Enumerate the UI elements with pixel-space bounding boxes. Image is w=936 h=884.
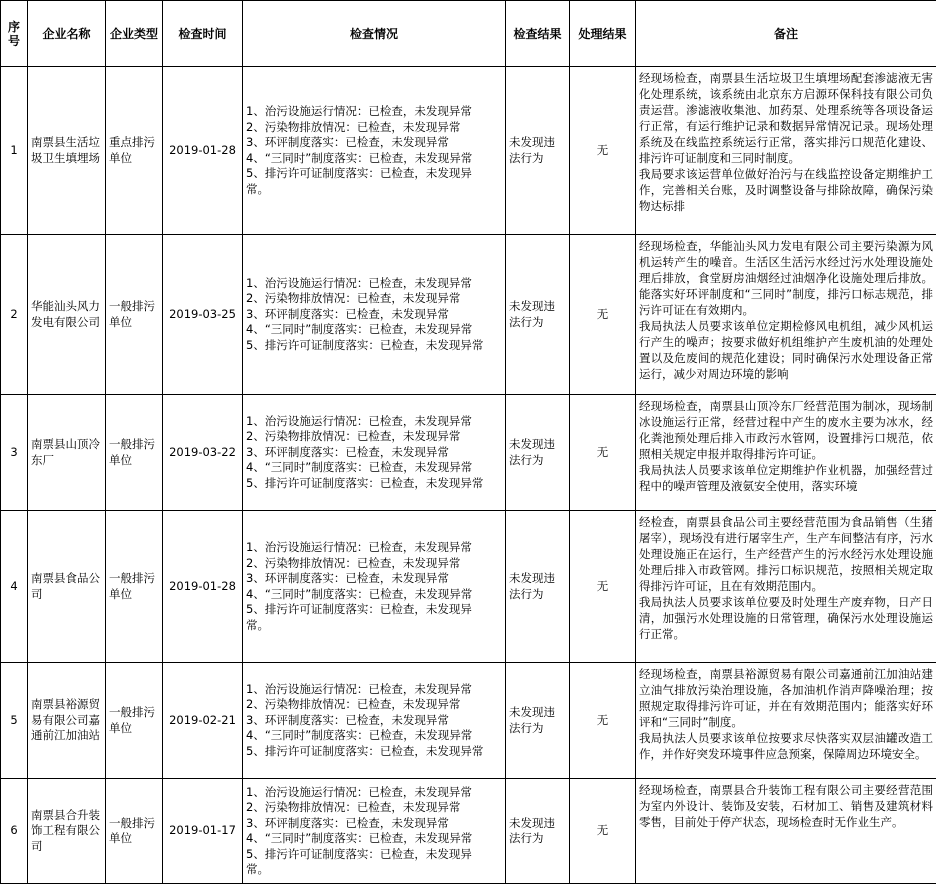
header-seq: 序号 [1, 1, 28, 67]
header-handling: 处理结果 [570, 1, 636, 67]
row-check-result: 未发现违法行为 [506, 511, 570, 663]
situation-line: 2、污染物排放情况：已检查，未发现异常 [246, 429, 502, 445]
row-check-date: 2019-03-25 [163, 235, 243, 395]
row-check-result: 未发现违法行为 [506, 67, 570, 235]
situation-line: 4、“三同时”制度落实：已检查，未发现异常 [246, 831, 502, 847]
row-company-name: 南票县生活垃圾卫生填埋场 [28, 67, 106, 235]
row-check-situation [243, 663, 506, 779]
situation-line: 1、治污设施运行情况：已检查，未发现异常 [246, 104, 502, 120]
situation-line: 3、环评制度落实：已检查，未发现异常 [246, 445, 502, 461]
situation-line: 1、治污设施运行情况：已检查，未发现异常 [246, 276, 502, 292]
situation-line: 1、治污设施运行情况：已检查，未发现异常 [246, 785, 502, 801]
remark-paragraph: 经现场检查，南票县裕源贸易有限公司嘉通前江加油站建立油气排放污染治理设施，各加油机作消声降噪治理；按照规定取得排污许可证，并在有效期范围内；能落实好环评和“三同时”制度。 [639, 666, 933, 730]
situation-line: 4、“三同时”制度落实：已检查，未发现异常 [246, 587, 502, 603]
row-company-type: 一般排污单位 [106, 235, 163, 395]
header-name: 企业名称 [28, 1, 106, 67]
remark-paragraph: 我局要求该运营单位做好治污与在线监控设备定期维护工作，完善相关台账，及时调整设备与排除故障，确保污染物达标排 [639, 166, 933, 214]
row-check-date: 2019-03-22 [163, 395, 243, 511]
row-company-type: 一般排污单位 [106, 779, 163, 884]
header-type: 企业类型 [106, 1, 163, 67]
situation-line: 5、排污许可证制度落实：已检查，未发现异 [246, 166, 502, 182]
row-check-situation [243, 67, 506, 235]
row-handling-result: 无 [570, 67, 636, 235]
row-check-result: 未发现违法行为 [506, 779, 570, 884]
row-check-date: 2019-01-17 [163, 779, 243, 884]
situation-line: 5、排污许可证制度落实：已检查，未发现异常 [246, 338, 502, 354]
row-company-name: 南票县合升装饰工程有限公司 [28, 779, 106, 884]
row-company-type: 一般排污单位 [106, 511, 163, 663]
remark-paragraph: 我局执法人员要求该单位定期维护作业机器，加强经营过程中的噪声管理及液氨安全使用，落实环境 [639, 462, 933, 494]
situation-line: 3、环评制度落实：已检查，未发现异常 [246, 135, 502, 151]
row-remark [636, 67, 936, 235]
row-check-result: 未发现违法行为 [506, 235, 570, 395]
row-handling-result: 无 [570, 235, 636, 395]
table-body [1, 67, 936, 884]
table-row [1, 663, 936, 779]
remark-paragraph: 经现场检查，华能汕头风力发电有限公司主要污染源为风机运转产生的噪音。生活区生活污水经过污水处理设施处理后排放，食堂厨房油烟经过油烟净化设施处理后排放。能落实好环评制度和“三同时”制度，排污口标志规范，排污许可证在有效期内。 [639, 238, 933, 318]
row-check-date: 2019-02-21 [163, 663, 243, 779]
situation-line: 2、污染物排放情况：已检查，未发现异常 [246, 291, 502, 307]
header-date: 检查时间 [163, 1, 243, 67]
situation-line: 5、排污许可证制度落实：已检查，未发现异常 [246, 476, 502, 492]
remark-paragraph: 经现场检查，南票县合升装饰工程有限公司主要经营范围为室内外设计、装饰及安装，石材加工、销售及建筑材料零售，目前处于停产状态，现场检查时无作业生产。 [639, 782, 933, 830]
row-seq: 6 [1, 779, 28, 884]
situation-line: 3、环评制度落实：已检查，未发现异常 [246, 571, 502, 587]
row-seq: 2 [1, 235, 28, 395]
situation-line: 3、环评制度落实：已检查，未发现异常 [246, 307, 502, 323]
row-handling-result: 无 [570, 395, 636, 511]
row-company-type: 重点排污单位 [106, 67, 163, 235]
table-row [1, 511, 936, 663]
row-company-type: 一般排污单位 [106, 395, 163, 511]
remark-paragraph: 我局执法人员要求该单位定期检修风电机组，减少风机运行产生的噪声；按要求做好机组维护产生废机油的处理处置以及危废间的规范化建设；同时确保污水处理设备正常运行，减少对周边环境的影响 [639, 318, 933, 382]
row-remark [636, 511, 936, 663]
remark-paragraph: 我局执法人员要求该单位要及时处理生产废弃物，日产日清，加强污水处理设施的日常管理，确保污水处理设施运行正常。 [639, 594, 933, 642]
row-company-name: 华能汕头风力发电有限公司 [28, 235, 106, 395]
row-check-result: 未发现违法行为 [506, 663, 570, 779]
row-check-situation [243, 395, 506, 511]
row-seq: 4 [1, 511, 28, 663]
situation-line: 5、排污许可证制度落实：已检查，未发现异 [246, 602, 502, 618]
header-row [1, 1, 936, 67]
row-company-name: 南票县食品公司 [28, 511, 106, 663]
row-remark [636, 235, 936, 395]
table-row [1, 67, 936, 235]
row-seq: 5 [1, 663, 28, 779]
row-handling-result: 无 [570, 779, 636, 884]
situation-line: 1、治污设施运行情况：已检查，未发现异常 [246, 682, 502, 698]
situation-line: 5、排污许可证制度落实：已检查，未发现异常 [246, 744, 502, 760]
situation-line: 4、“三同时”制度落实：已检查，未发现异常 [246, 151, 502, 167]
row-check-result: 未发现违法行为 [506, 395, 570, 511]
situation-line: 3、环评制度落实：已检查，未发现异常 [246, 816, 502, 832]
remark-paragraph: 经现场检查，南票县生活垃圾卫生填埋场配套渗滤液无害化处理系统，该系统由北京东方启源环保科技有限公司负责运营。渗滤液收集池、加药泵、处理系统等各项设备运行正常，有运行维护记录和数据异常情况记录。现场处理系统及在线监控系统运行正常，落实排污口规范化建设、排污许可证制度和三同时制度。 [639, 70, 933, 166]
row-remark [636, 779, 936, 884]
situation-line: 2、污染物排放情况：已检查，未发现异常 [246, 556, 502, 572]
header-situation: 检查情况 [243, 1, 506, 67]
row-check-date: 2019-01-28 [163, 511, 243, 663]
situation-line: 2、污染物排放情况：已检查，未发现异常 [246, 800, 502, 816]
situation-line: 常。 [246, 182, 502, 198]
row-remark [636, 663, 936, 779]
row-seq: 1 [1, 67, 28, 235]
remark-paragraph: 经现场检查，南票县山顶冷东厂经营范围为制冰，现场制冰设施运行正常，经营过程中产生的废水主要为冰水，经化粪池预处理后排入市政污水管网，设置排污口规范，依照相关规定申报并取得排污许可证。 [639, 398, 933, 462]
situation-line: 2、污染物排放情况：已检查，未发现异常 [246, 697, 502, 713]
row-check-situation [243, 779, 506, 884]
row-check-date: 2019-01-28 [163, 67, 243, 235]
table-row [1, 395, 936, 511]
table-row [1, 779, 936, 884]
row-company-name: 南票县裕源贸易有限公司嘉通前江加油站 [28, 663, 106, 779]
row-company-name: 南票县山顶冷东厂 [28, 395, 106, 511]
situation-line: 4、“三同时”制度落实：已检查，未发现异常 [246, 322, 502, 338]
header-result: 检查结果 [506, 1, 570, 67]
situation-line: 5、排污许可证制度落实：已检查，未发现异 [246, 847, 502, 863]
row-seq: 3 [1, 395, 28, 511]
row-remark [636, 395, 936, 511]
row-company-type: 一般排污单位 [106, 663, 163, 779]
table-row [1, 235, 936, 395]
situation-line: 2、污染物排放情况：已检查，未发现异常 [246, 120, 502, 136]
row-handling-result: 无 [570, 663, 636, 779]
situation-line: 常。 [246, 618, 502, 634]
situation-line: 3、环评制度落实：已检查，未发现异常 [246, 713, 502, 729]
situation-line: 4、“三同时”制度落实：已检查，未发现异常 [246, 460, 502, 476]
situation-line: 4、“三同时”制度落实：已检查，未发现异常 [246, 728, 502, 744]
situation-line: 常。 [246, 862, 502, 878]
situation-line: 1、治污设施运行情况：已检查，未发现异常 [246, 540, 502, 556]
remark-paragraph: 经检查，南票县食品公司主要经营范围为食品销售（生猪屠宰），现场没有进行屠宰生产，生产车间整洁有序，污水处理设施正在运行，生产经营产生的污水经污水处理设施处理后排入市政管网。排污口标识规范，按照相关规定取得排污许可证，且在有效期范围内。 [639, 514, 933, 594]
remark-paragraph: 我局执法人员要求该单位按要求尽快落实双层油罐改造工作，并作好突发环境事件应急预案，保障周边环境安全。 [639, 730, 933, 762]
header-remark: 备注 [636, 1, 936, 67]
row-handling-result: 无 [570, 511, 636, 663]
row-check-situation [243, 511, 506, 663]
row-check-situation [243, 235, 506, 395]
situation-line: 1、治污设施运行情况：已检查，未发现异常 [246, 414, 502, 430]
